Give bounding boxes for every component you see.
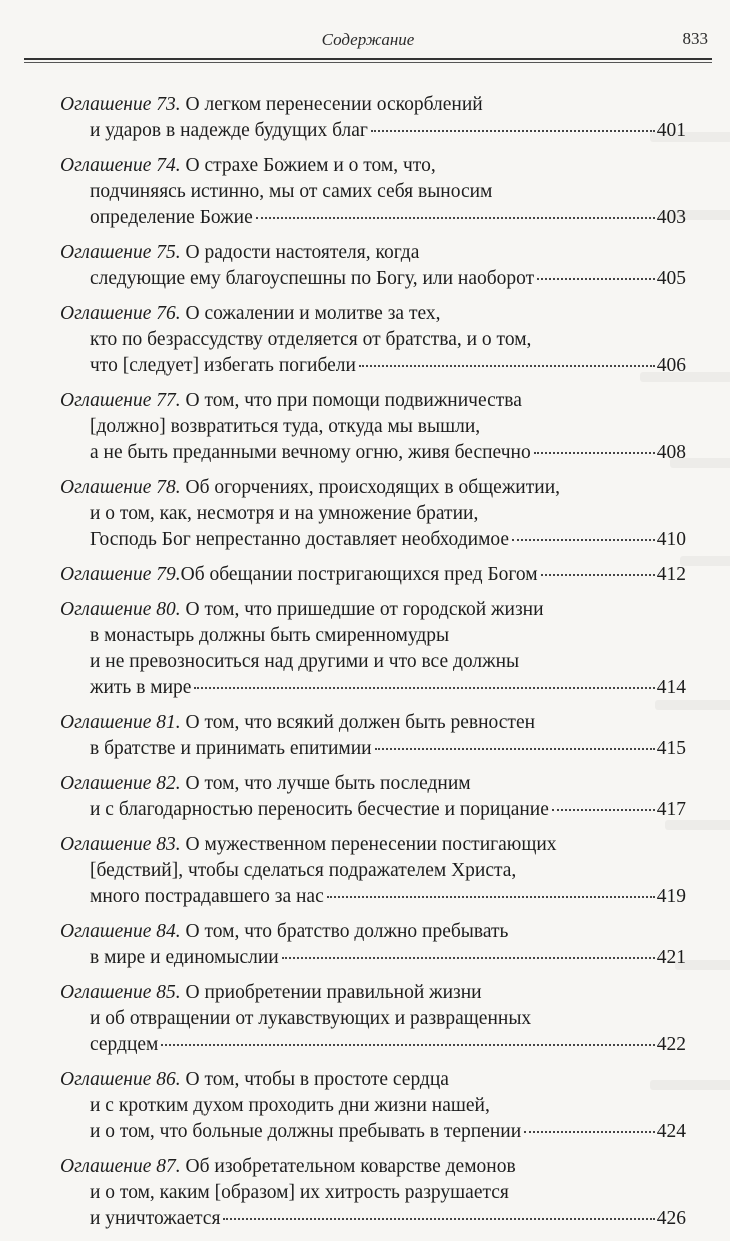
- toc-entry-label: Оглашение 78.: [60, 477, 181, 498]
- toc-entry[interactable]: [60, 980, 686, 1058]
- toc-entry-text: и о том, что больные должны пребывать в терпении: [90, 1121, 522, 1142]
- toc-entry[interactable]: [60, 1067, 686, 1145]
- table-of-contents: [60, 92, 686, 1241]
- toc-leader-dots: [512, 539, 655, 541]
- toc-entry-line: [60, 736, 686, 762]
- toc-entry-line: [60, 205, 686, 231]
- toc-entry-page: 403: [656, 207, 686, 228]
- toc-entry-text: Господь Бог непрестанно доставляет необходимое: [90, 529, 510, 550]
- toc-entry-text: Об изобретательном коварстве демонов: [185, 1156, 516, 1177]
- toc-entry-page: 424: [656, 1121, 686, 1142]
- toc-entry-text: и уничтожается: [90, 1208, 221, 1229]
- toc-entry-text: Об огорчениях, происходящих в общежитии,: [185, 477, 561, 498]
- toc-entry-line: [60, 118, 686, 144]
- page-number: 833: [682, 29, 708, 48]
- toc-entry[interactable]: [60, 771, 686, 823]
- toc-entry-line: [должно] возвратиться туда, откуда мы вышли,: [90, 416, 481, 437]
- toc-entry-line: [60, 797, 686, 823]
- toc-entry-label: Оглашение 76.: [60, 303, 181, 324]
- toc-entry[interactable]: [60, 240, 686, 292]
- toc-entry-line: [60, 1206, 686, 1232]
- toc-leader-dots: [375, 748, 655, 750]
- toc-entry-line: [60, 92, 686, 118]
- toc-leader-dots: [534, 452, 655, 454]
- toc-leader-dots: [537, 278, 655, 280]
- toc-entry-line: и об отвращении от лукавствующих и развращенных: [90, 1008, 532, 1029]
- toc-entry-line: [60, 597, 686, 623]
- toc-entry-label: Оглашение 83.: [60, 834, 181, 855]
- toc-entry-label: Оглашение 79.: [60, 564, 181, 585]
- toc-entry-line: и о том, как, несмотря и на умножение братии,: [90, 503, 479, 524]
- toc-entry-page: 422: [656, 1034, 686, 1055]
- toc-entry-line: [60, 1032, 686, 1058]
- toc-leader-dots: [327, 896, 655, 898]
- toc-entry-text: а не быть преданными вечному огню, живя беспечно: [90, 442, 531, 463]
- toc-entry-page: 417: [656, 799, 686, 820]
- toc-entry-text: О мужественном перенесении постигающих: [185, 834, 557, 855]
- toc-entry-text: О приобретении правильной жизни: [185, 982, 482, 1003]
- toc-entry-line: [60, 1119, 686, 1145]
- toc-entry-line: [60, 153, 686, 179]
- toc-entry-label: Оглашение 81.: [60, 712, 181, 733]
- toc-leader-dots: [223, 1218, 654, 1220]
- toc-entry-text: следующие ему благоуспешны по Богу, или наоборот: [90, 268, 535, 289]
- toc-leader-dots: [541, 574, 655, 576]
- toc-entry[interactable]: [60, 919, 686, 971]
- toc-entry-line: подчиняясь истинно, мы от самих себя выносим: [90, 181, 493, 202]
- toc-entry-line: [60, 240, 686, 266]
- toc-entry-label: Оглашение 82.: [60, 773, 181, 794]
- toc-entry-label: Оглашение 86.: [60, 1069, 181, 1090]
- toc-entry-line: в монастырь должны быть смиренномудры: [90, 625, 450, 646]
- toc-entry-text: сердцем: [90, 1034, 159, 1055]
- toc-entry-page: 405: [656, 268, 686, 289]
- toc-entry-line: и не превозноситься над другими и что все должны: [90, 651, 520, 672]
- toc-entry-text: Об обещании постригающихся пред Богом: [180, 564, 538, 585]
- toc-entry-text: О страхе Божием и о том, что,: [185, 155, 436, 176]
- toc-entry-text: и с благодарностью переносить бесчестие и порицание: [90, 799, 549, 820]
- toc-entry[interactable]: [60, 832, 686, 910]
- toc-entry[interactable]: [60, 301, 686, 379]
- toc-entry-line: [60, 675, 686, 701]
- toc-entry[interactable]: [60, 475, 686, 553]
- toc-entry-page: 410: [656, 529, 686, 550]
- toc-entry[interactable]: [60, 562, 686, 588]
- toc-entry-text: жить в мире: [90, 677, 192, 698]
- toc-entry-text: много пострадавшего за нас: [90, 886, 324, 907]
- toc-entry-text: О том, что пришедшие от городской жизни: [185, 599, 544, 620]
- toc-entry-page: 401: [656, 120, 686, 141]
- toc-entry[interactable]: [60, 92, 686, 144]
- running-title: Содержание: [321, 30, 415, 49]
- toc-entry-line: [60, 527, 686, 553]
- toc-leader-dots: [194, 687, 654, 689]
- toc-entry-line: [60, 832, 686, 858]
- toc-entry-text: О том, что при помощи подвижничества: [185, 390, 522, 411]
- toc-entry[interactable]: [60, 388, 686, 466]
- toc-entry-line: [60, 919, 686, 945]
- header-rule-thin: [24, 62, 712, 63]
- toc-entry-line: [60, 562, 686, 588]
- toc-entry[interactable]: [60, 153, 686, 231]
- toc-entry-line: [60, 1154, 686, 1180]
- toc-entry-text: и ударов в надежде будущих благ: [90, 120, 368, 141]
- toc-entry[interactable]: [60, 597, 686, 701]
- toc-leader-dots: [161, 1044, 654, 1046]
- toc-entry-text: в мире и единомыслии: [90, 947, 279, 968]
- toc-entry-line: [60, 301, 686, 327]
- toc-entry-line: [60, 440, 686, 466]
- toc-entry-line: [60, 710, 686, 736]
- toc-entry-label: Оглашение 87.: [60, 1156, 181, 1177]
- toc-entry[interactable]: [60, 710, 686, 762]
- toc-entry-line: [бедствий], чтобы сделаться подражателем Христа,: [90, 860, 517, 881]
- toc-leader-dots: [524, 1131, 655, 1133]
- toc-entry-page: 414: [656, 677, 686, 698]
- toc-entry-line: [60, 475, 686, 501]
- toc-entry-page: 406: [656, 355, 686, 376]
- toc-entry-text: О том, что лучше быть последним: [185, 773, 471, 794]
- toc-leader-dots: [552, 809, 655, 811]
- toc-leader-dots: [256, 217, 655, 219]
- toc-leader-dots: [359, 365, 655, 367]
- toc-entry-text: О легком перенесении оскорблений: [185, 94, 483, 115]
- toc-entry-label: Оглашение 84.: [60, 921, 181, 942]
- toc-entry-label: Оглашение 73.: [60, 94, 181, 115]
- toc-entry[interactable]: [60, 1154, 686, 1232]
- toc-entry-text: что [следует] избегать погибели: [90, 355, 356, 376]
- toc-entry-label: Оглашение 77.: [60, 390, 181, 411]
- toc-entry-page: 421: [656, 947, 686, 968]
- toc-entry-line: [60, 945, 686, 971]
- toc-entry-text: О том, что братство должно пребывать: [185, 921, 509, 942]
- toc-entry-line: и о том, каким [образом] их хитрость разрушается: [90, 1182, 509, 1203]
- toc-entry-page: 408: [656, 442, 686, 463]
- toc-entry-line: [60, 353, 686, 379]
- toc-entry-line: [60, 771, 686, 797]
- toc-entry-text: определение Божие: [90, 207, 253, 228]
- header-rule-thick: [24, 58, 712, 60]
- toc-entry-line: [60, 388, 686, 414]
- toc-entry-label: Оглашение 75.: [60, 242, 181, 263]
- toc-entry-line: [60, 980, 686, 1006]
- toc-leader-dots: [282, 957, 655, 959]
- toc-leader-dots: [371, 130, 655, 132]
- toc-entry-line: [60, 266, 686, 292]
- toc-entry-line: кто по безрассудству отделяется от братства, и о том,: [90, 329, 532, 350]
- toc-entry-page: 415: [656, 738, 686, 759]
- toc-entry-text: в братстве и принимать епитимии: [90, 738, 372, 759]
- toc-entry-text: О том, чтобы в простоте сердца: [185, 1069, 449, 1090]
- toc-entry-line: [60, 1067, 686, 1093]
- toc-entry-text: О сожалении и молитве за тех,: [185, 303, 441, 324]
- page-header: [24, 28, 712, 58]
- toc-entry-label: Оглашение 85.: [60, 982, 181, 1003]
- toc-entry-page: 419: [656, 886, 686, 907]
- toc-entry-label: Оглашение 80.: [60, 599, 181, 620]
- toc-entry-text: О радости настоятеля, когда: [185, 242, 420, 263]
- toc-entry-line: [60, 884, 686, 910]
- toc-entry-line: и с кротким духом проходить дни жизни нашей,: [90, 1095, 490, 1116]
- toc-entry-label: Оглашение 74.: [60, 155, 181, 176]
- toc-entry-page: 412: [656, 564, 686, 585]
- toc-entry-page: 426: [656, 1208, 686, 1229]
- toc-entry-text: О том, что всякий должен быть ревностен: [185, 712, 536, 733]
